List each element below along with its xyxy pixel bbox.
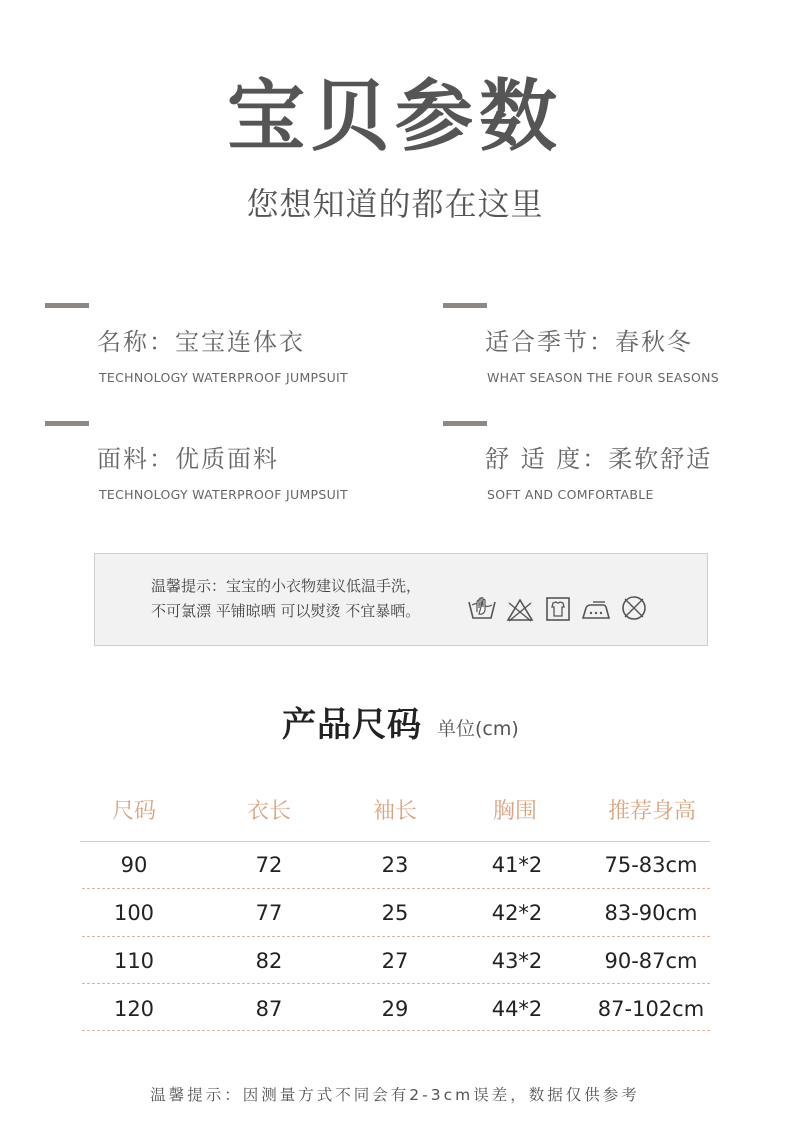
table-header-height: 推荐身高 xyxy=(607,799,696,824)
table-row-divider xyxy=(82,888,710,889)
table-header-size: 尺码 xyxy=(111,799,156,824)
size-unit-label: 单位(cm) xyxy=(437,718,519,740)
table-cell: 42*2 xyxy=(491,901,543,925)
size-section-title: 产品尺码 xyxy=(282,705,422,745)
table-cell: 41*2 xyxy=(491,853,543,877)
param-fabric-sub: TECHNOLOGY WATERPROOF JUMPSUIT xyxy=(99,487,348,502)
no-bleach-icon xyxy=(505,595,535,625)
param-divider-bar xyxy=(443,303,487,308)
param-season-sub: WHAT SEASON THE FOUR SEASONS xyxy=(487,370,720,385)
table-cell: 43*2 xyxy=(491,949,543,973)
table-cell: 100 xyxy=(113,901,155,925)
param-comfort: 舒 适 度：柔软舒适 xyxy=(485,445,713,473)
table-header-chest: 胸围 xyxy=(492,799,537,824)
param-name: 名称：宝宝连体衣 xyxy=(97,328,305,356)
table-cell: 23 xyxy=(381,853,409,877)
table-header-divider xyxy=(80,841,710,842)
care-notice-box xyxy=(94,553,708,646)
table-header-sleeve: 袖长 xyxy=(372,799,417,824)
table-cell: 82 xyxy=(255,949,283,973)
table-cell: 72 xyxy=(255,853,283,877)
param-divider-bar xyxy=(45,421,89,426)
table-cell: 44*2 xyxy=(491,997,543,1021)
table-cell: 120 xyxy=(113,997,155,1021)
table-row-divider xyxy=(82,936,710,937)
param-name-sub: TECHNOLOGY WATERPROOF JUMPSUIT xyxy=(99,370,348,385)
table-cell: 90 xyxy=(120,853,148,877)
table-cell: 25 xyxy=(381,901,409,925)
table-cell: 29 xyxy=(381,997,409,1021)
param-divider-bar xyxy=(443,421,487,426)
page-subtitle: 您想知道的都在这里 xyxy=(246,185,544,223)
param-season: 适合季节：春秋冬 xyxy=(485,328,693,356)
table-cell: 77 xyxy=(255,901,283,925)
table-cell: 87 xyxy=(255,997,283,1021)
table-cell: 90-87cm xyxy=(604,949,698,973)
table-cell: 75-83cm xyxy=(604,853,698,877)
table-cell: 87-102cm xyxy=(597,997,705,1021)
care-notice-line-1: 温馨提示：宝宝的小衣物建议低温手洗， xyxy=(151,577,422,595)
no-tumble-dry-icon xyxy=(619,593,649,623)
care-notice-line-2: 不可氯漂 平铺晾晒 可以熨烫 不宜暴晒。 xyxy=(151,602,421,620)
page-title: 宝贝参数 xyxy=(226,72,563,162)
table-header-length: 衣长 xyxy=(246,799,291,824)
table-row-divider xyxy=(82,983,710,984)
param-comfort-sub: SOFT AND COMFORTABLE xyxy=(487,487,654,502)
table-row-divider xyxy=(82,1030,710,1031)
param-divider-bar xyxy=(45,303,89,308)
param-fabric: 面料：优质面料 xyxy=(97,445,279,473)
hand-wash-icon xyxy=(467,593,497,623)
table-cell: 110 xyxy=(113,949,155,973)
measurement-footnote: 温馨提示：因测量方式不同会有2-3cm误差，数据仅供参考 xyxy=(150,1086,640,1104)
table-cell: 27 xyxy=(381,949,409,973)
iron-icon xyxy=(581,594,611,624)
table-cell: 83-90cm xyxy=(604,901,698,925)
dry-flat-icon xyxy=(543,594,573,624)
